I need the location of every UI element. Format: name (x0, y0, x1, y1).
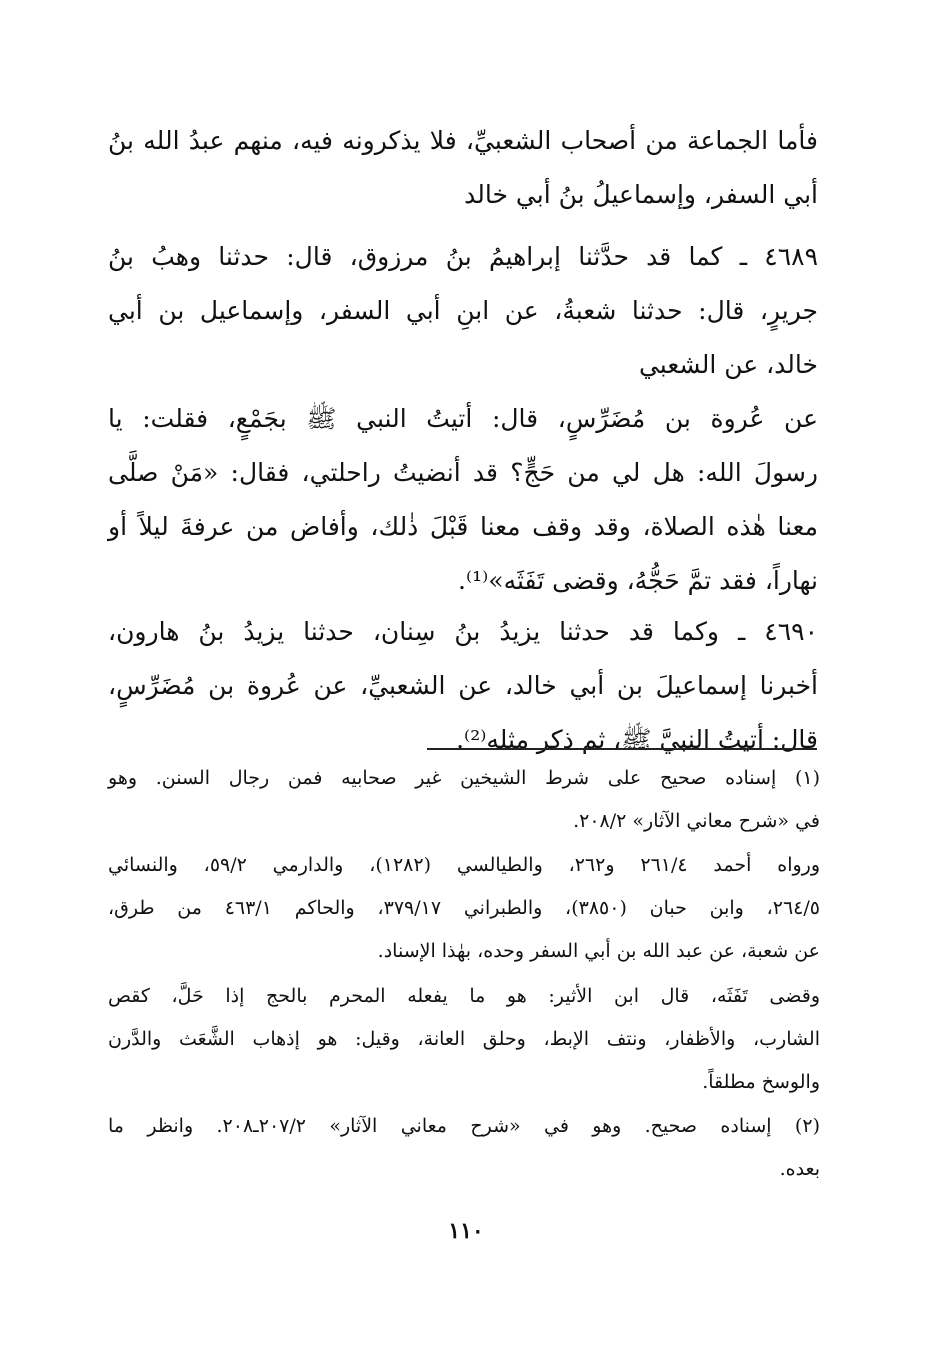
footnote-1-gloss (108, 975, 820, 1104)
text-line: عن عُروة بن مُضَرِّسٍ، قال: أتيتُ النبي ﷺ بجَمْعٍ، فقلت: يا (108, 404, 818, 433)
text-line: جريرٍ، قال: حدثنا شعبةُ، عن ابنِ أبي السفر، وإسماعيل بن أبي (108, 296, 818, 325)
footnote-line: (٢) إسناده صحيح. وهو في «شرح معاني الآثار» ٢٠٧/٢ـ٢٠٨. وانظر ما (108, 1115, 820, 1137)
footnote-line: الشارب، والأظفار، ونتف الإبط، وحلق العانة، وقيل: هو إذهاب الشَّعَث والدَّرن (108, 1028, 820, 1050)
footnote-line: وقضى تَفَثَه، قال ابن الأثير: هو ما يفعله المحرم بالحج إذا حَلَّ، كقص (108, 985, 820, 1007)
footnote-line: (١) إسناده صحيح على شرط الشيخين غير صحابيه فمن رجال السنن. وهو (108, 767, 820, 789)
footnote-line: عن شعبة، عن عبد الله بن أبي السفر وحده، بهٰذا الإسناد. (377, 940, 820, 962)
text-line: رسولَ الله: هل لي من حَجٍّ؟ قد أنضيتُ راحلتي، فقال: «مَنْ صلَّى (108, 458, 818, 487)
footnote-line: في «شرح معاني الآثار» ٢٠٨/٢. (573, 810, 820, 832)
text-line: ٤٦٨٩ ـ كما قد حدَّثنا إبراهيمُ بنُ مرزوق، قال: حدثنا وهبُ بنُ (108, 242, 818, 271)
footnote-line: ٢٦٤/٥، وابن حبان (٣٨٥٠)، والطبراني ٣٧٩/١٧، والحاكم ٤٦٣/١ من طرق، (108, 897, 820, 919)
text-line: ٤٦٩٠ ـ وكما قد حدثنا يزيدُ بنُ سِنان، حدثنا يزيدُ بنُ هارون، (108, 617, 818, 646)
footnote-1 (108, 757, 820, 843)
text-line: معنا هٰذه الصلاة، وقد وقف معنا قَبْلَ ذٰلك، وأفاض من عرفةَ ليلاً أو (108, 512, 818, 541)
text-line: نهاراً، فقد تمَّ حَجُّهُ، وقضى تَفَثَه»⁽¹⁾. (458, 566, 818, 595)
footnote-2 (108, 1105, 820, 1191)
paragraph-hadith-text (108, 392, 818, 608)
text-line: أخبرنا إسماعيلَ بن أبي خالد، عن الشعبيِّ، عن عُروة بن مُضَرِّسٍ، (108, 671, 818, 700)
text-line: أبي السفر، وإسماعيلُ بنُ أبي خالد (464, 180, 818, 209)
paragraph-hadith-4689 (108, 230, 818, 392)
footnote-1-sources (108, 844, 820, 973)
footnote-line: والوسخ مطلقاً. (702, 1071, 820, 1093)
footnote-separator (427, 748, 817, 750)
footnote-line: بعده. (779, 1158, 820, 1180)
paragraph-hadith-4690 (108, 605, 818, 767)
text-line: خالد، عن الشعبي (638, 350, 818, 379)
text-line: فأما الجماعة من أصحاب الشعبيِّ، فلا يذكرونه فيه، منهم عبدُ الله بنُ (108, 126, 818, 155)
page-number: ١١٠ (448, 1218, 484, 1244)
paragraph-narrators (108, 114, 818, 222)
footnote-line: ورواه أحمد ٢٦١/٤ و٢٦٢، والطيالسي (١٢٨٢)، والدارمي ٥٩/٢، والنسائي (108, 854, 820, 876)
text-line: قال: أتيتُ النبيَّ ﷺ، ثم ذكر مثله⁽²⁾. (456, 725, 818, 754)
